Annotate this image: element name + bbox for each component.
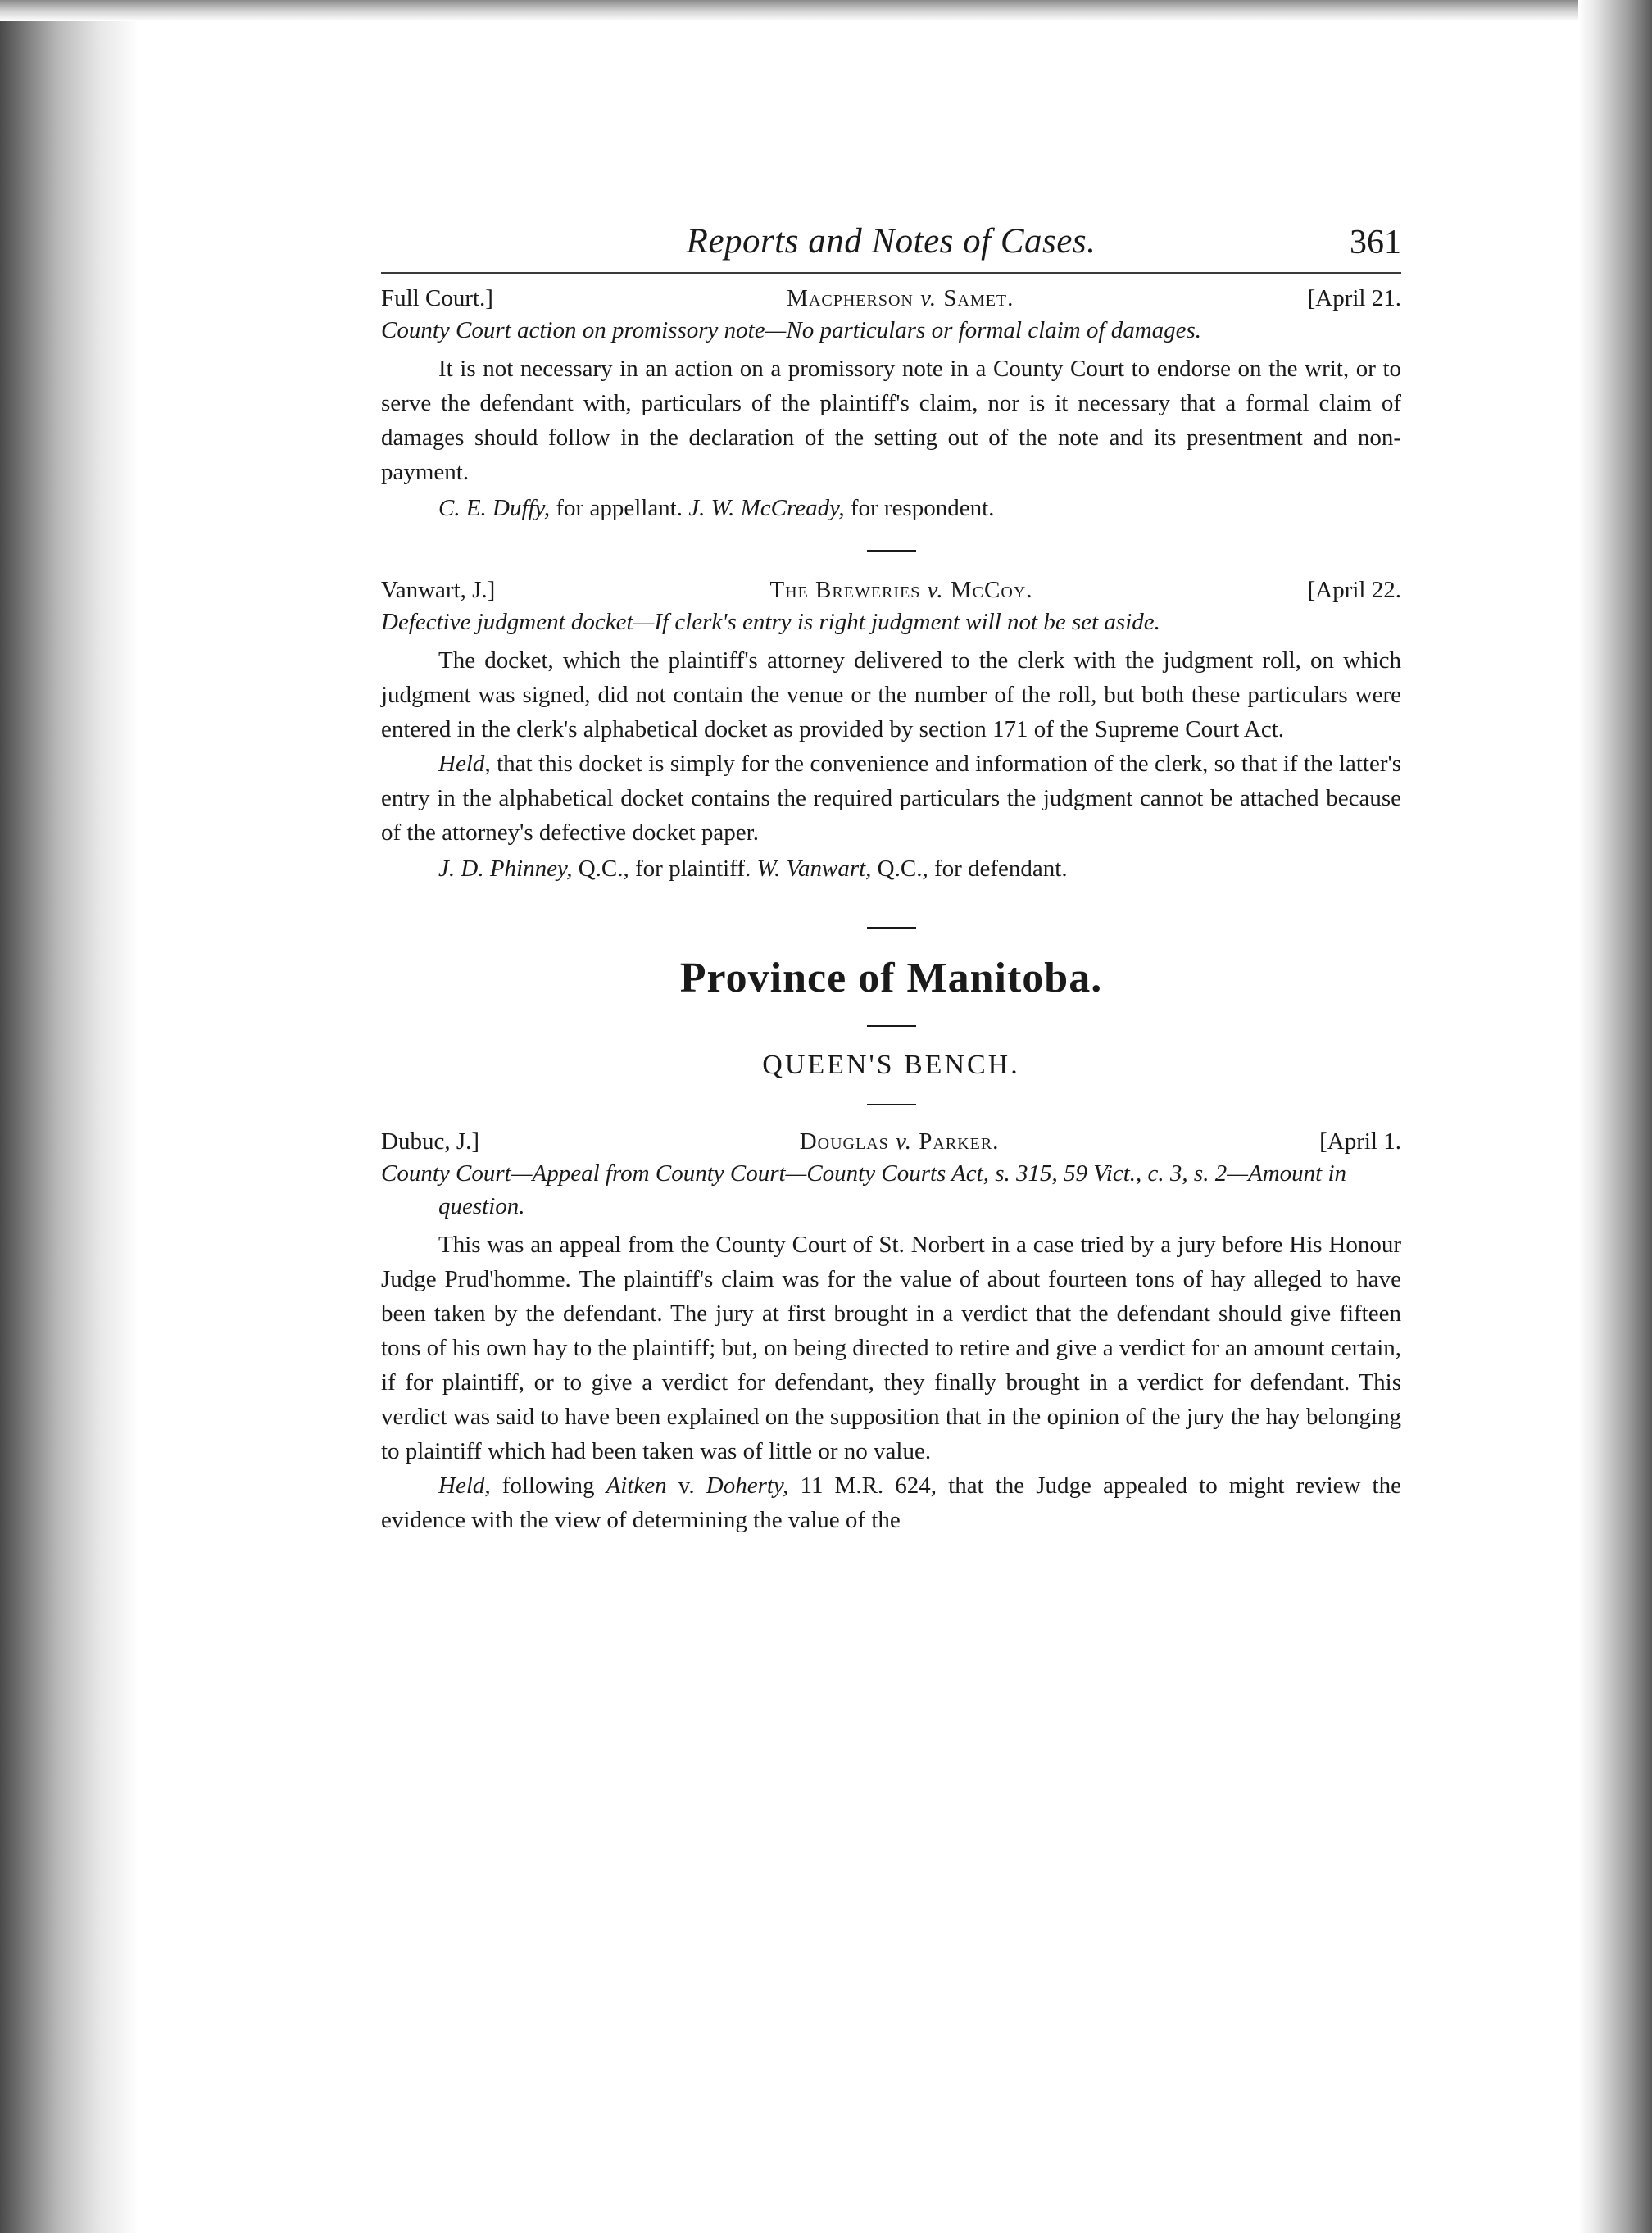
counsel-respondent-role: for respondent. (844, 495, 995, 521)
citation-versus: v. (666, 1473, 706, 1499)
running-header (381, 221, 1401, 270)
case-headnote: County Court action on promissory note—No particulars or formal claim of damages. (381, 317, 1202, 343)
page-number: 361 (1350, 224, 1401, 261)
counsel-appellant-role: for appellant. (550, 495, 689, 521)
held-word: Held, (438, 751, 491, 777)
case-headnote: Defective judgment docket—If clerk's entry is right judgment will not be set aside. (381, 609, 1160, 635)
court-heading: QUEEN'S BENCH. (762, 1050, 1020, 1080)
counsel-defendant: W. Vanwart, (756, 856, 872, 882)
case-heading (381, 1128, 1401, 1155)
case-date: [April 1. (1319, 1128, 1401, 1155)
case-court: Dubuc, J.] (381, 1128, 480, 1155)
counsel-plaintiff: J. D. Phinney, (438, 856, 573, 882)
scan-left-edge (0, 0, 139, 2233)
section-separator (867, 927, 916, 929)
case-date: [April 22. (1307, 577, 1401, 603)
case-heading (381, 285, 1401, 312)
case-holding (381, 747, 1401, 850)
section-separator (867, 550, 916, 552)
versus: v. (927, 577, 944, 603)
scan-right-edge (1578, 0, 1652, 2233)
page-content (381, 221, 1401, 1537)
holding-text-continued: 11 M.R. 624, that the Judge appealed to might review the evidence with the view of determining the value of the (381, 1473, 1401, 1533)
case-heading (381, 577, 1401, 604)
case-paragraph: This was an appeal from the County Court of St. Norbert in a case tried by a jury before His Honour Judge Prud'homme. The plaintiff's claim was for the value of about fourteen tons of hay alleged to have been taken by the defendant. The jury at first brought in a verdict that the defendant should give fifteen tons of his own hay to the plaintiff; but, on being directed to retire and give a verdict for an amount certain, if for plaintiff, or to give a verdict for defendant, they finally brought in a verdict for defendant. This verdict was said to have been explained on the supposition that in the opinion of the jury the hay belonging to plaintiff which had been taken was of little or no value. (381, 1232, 1401, 1464)
citation-party-b: Doherty, (706, 1473, 789, 1499)
case-paragraph: It is not necessary in an action on a promissory note in a County Court to endorse on the writ, or to serve the defendant with, particulars of the plaintiff's claim, nor is it necessary that a formal claim of damages should follow in the declaration of the setting out of the note and its presentment and non-payment. (381, 356, 1401, 485)
party-a: Douglas (799, 1128, 889, 1155)
holding-text: following (490, 1473, 606, 1499)
party-a: Macpherson (787, 285, 914, 311)
case-macpherson-samet (381, 285, 1401, 525)
held-word: Held, (438, 1473, 491, 1499)
case-douglas-parker (381, 1128, 1401, 1537)
case-date: [April 21. (1307, 285, 1401, 311)
case-court: Vanwart, J.] (381, 577, 496, 603)
party-b: Samet. (943, 285, 1014, 311)
citation-party-a: Aitken (606, 1473, 667, 1499)
running-title: Reports and Notes of Cases. (686, 222, 1096, 261)
case-headnote: County Court—Appeal from County Court—County Courts Act, s. 315, 59 Vict., c. 3, s. 2—Amount in question. (381, 1160, 1346, 1219)
counsel-defendant-role: Q.C., for defendant. (871, 856, 1068, 882)
counsel-line (381, 851, 1401, 886)
party-a: The Breweries (769, 577, 921, 603)
versus: v. (920, 285, 937, 311)
case-title (769, 577, 1032, 604)
party-b: Parker. (919, 1128, 1000, 1155)
versus: v. (896, 1128, 912, 1155)
case-holding (381, 1468, 1401, 1537)
header-rule (381, 272, 1401, 274)
scan-top-edge (0, 0, 1652, 21)
counsel-plaintiff-role: Q.C., for plaintiff. (572, 856, 757, 882)
heading-rule (867, 1104, 916, 1105)
case-breweries-mccoy (381, 577, 1401, 886)
counsel-respondent: J. W. McCready, (688, 495, 845, 521)
case-paragraph: The docket, which the plaintiff's attorney delivered to the clerk with the judgment roll, on which judgment was signed, did not contain the venue or the number of the roll, but both these particulars were entered in the clerk's alphabetical docket as provided by section 171 of the Supreme Court Act. (381, 647, 1401, 742)
holding-text: that this docket is simply for the convenience and information of the clerk, so that if the latter's entry in the alphabetical docket contains the required particulars the judgment cannot be attached because of the attorney's defective docket paper. (381, 751, 1401, 846)
heading-rule (867, 1025, 916, 1027)
case-title (800, 1128, 1000, 1155)
party-b: McCoy. (950, 577, 1033, 603)
case-court: Full Court.] (381, 285, 493, 311)
case-title (787, 285, 1014, 312)
counsel-line (381, 491, 1401, 525)
counsel-appellant: C. E. Duffy, (438, 495, 551, 521)
province-heading: Province of Manitoba. (679, 955, 1103, 1001)
